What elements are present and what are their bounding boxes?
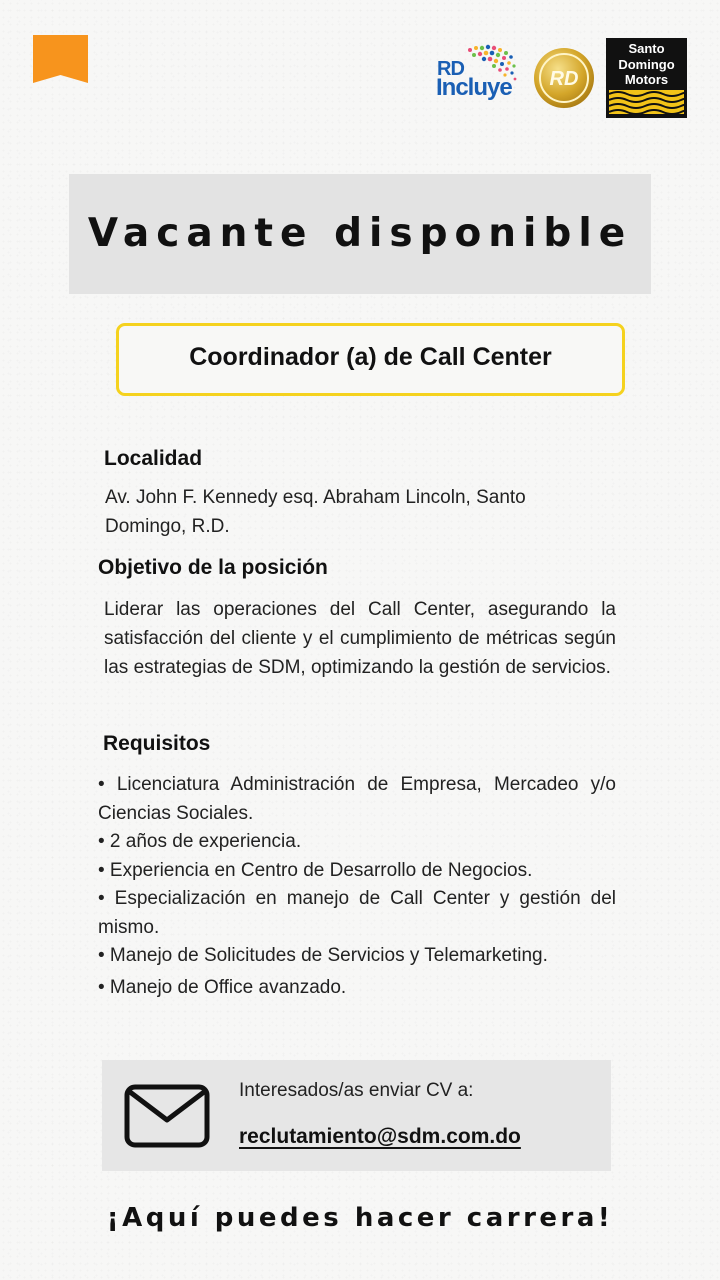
requirement-item: • Especialización en manejo de Call Center y gestión del mismo. [98, 888, 616, 938]
sdm-logo-line-2: Domingo [618, 56, 675, 72]
page-title: Vacante disponible [87, 211, 633, 256]
tagline: ¡Aquí puedes hacer carrera! [106, 1203, 614, 1233]
mail-icon [124, 1084, 210, 1148]
requirements-heading: Requisitos [103, 732, 211, 755]
position-title-box [116, 323, 625, 396]
objective-text: Liderar las operaciones del Call Center, asegurando la satisfacción del cliente y el cumplimiento de métricas según las estrategias de SDM, optimizando la gestión de servicios. [104, 599, 616, 678]
rd-incluye-logo-text-incluye: Incluye [436, 74, 512, 101]
santo-domingo-motors-logo [606, 38, 687, 118]
title-banner [69, 174, 651, 294]
requirement-item: • Manejo de Office avanzado. [98, 976, 347, 998]
contact-box [102, 1060, 611, 1171]
sdm-logo-line-3: Motors [624, 72, 669, 87]
requirements-list [98, 771, 616, 1002]
location-text: Av. John F. Kennedy esq. Abraham Lincoln, Santo Domingo, R.D. [105, 487, 526, 537]
requirement-item: • Manejo de Solicitudes de Servicios y Telemarketing. [98, 945, 548, 966]
sdm-logo-text [606, 41, 687, 88]
requirement-item: • Licenciatura Administración de Empresa, Mercadeo y/o Ciencias Sociales. [98, 774, 616, 824]
contact-email-link[interactable]: reclutamiento@sdm.com.do [239, 1125, 521, 1148]
requirement-item: • 2 años de experiencia. [98, 831, 302, 852]
objective-heading: Objetivo de la posición [98, 556, 328, 579]
bookmark-icon [33, 35, 88, 83]
rd-seal-text: RD [549, 68, 579, 90]
requirement-item: • Experiencia en Centro de Desarrollo de Negocios. [98, 859, 533, 881]
rd-seal-logo [533, 47, 595, 109]
rd-incluye-logo-text-rd: RD [437, 58, 464, 80]
contact-label: Interesados/as enviar CV a: [239, 1080, 474, 1101]
sdm-waves-icon [609, 90, 684, 114]
sdm-logo-line-1: Santo [628, 41, 665, 56]
position-title: Coordinador (a) de Call Center [189, 343, 552, 371]
location-heading: Localidad [104, 447, 203, 470]
